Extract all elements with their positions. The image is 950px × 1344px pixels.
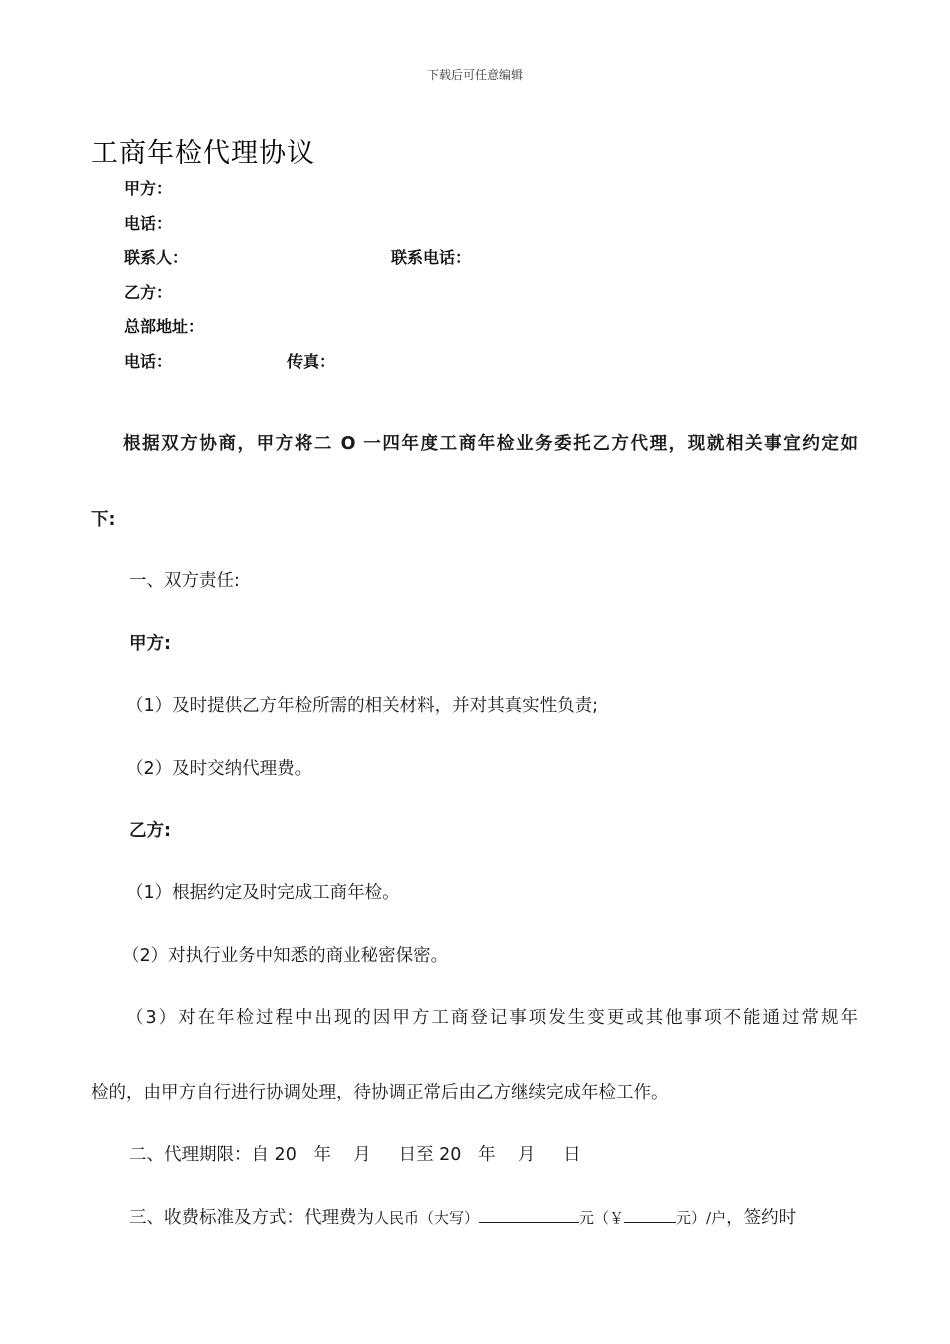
document-title: 工商年检代理协议 — [91, 138, 315, 169]
party-a-item-2: （2）及时交纳代理费。 — [126, 759, 313, 779]
contact-label: 联系人： — [124, 248, 189, 267]
yuan-per-household-label: 元）/户 — [676, 1209, 727, 1227]
section3-prefix: 三、收费标准及方式：代理费为 — [129, 1208, 374, 1228]
party-a-item-1: （1）及时提供乙方年检所需的相关材料，并对其真实性负责; — [126, 696, 599, 716]
party-b-label: 乙方： — [124, 283, 173, 302]
yuan-label: 元（￥ — [579, 1209, 625, 1227]
intro-line-2: 下: — [91, 510, 116, 530]
fax-label: 传真： — [287, 352, 336, 371]
party-a-label: 甲方： — [124, 179, 173, 198]
amount-number-blank[interactable] — [624, 1221, 676, 1223]
contact-phone-label: 联系电话： — [391, 248, 472, 267]
hq-address-label: 总部地址： — [124, 317, 205, 336]
section3-suffix: ，签约时 — [726, 1208, 797, 1228]
phone2-label: 电话： — [124, 352, 173, 371]
section2-term: 二、代理期限：自 20 年 月 日至 20 年 月 日 — [129, 1145, 581, 1165]
header-note: 下载后可任意编辑 — [426, 68, 523, 82]
party-b-item-2: （2）对执行业务中知悉的商业秘密保密。 — [122, 946, 449, 966]
section3-fee — [129, 1204, 861, 1229]
party-b-heading: 乙方: — [129, 821, 171, 841]
party-b-item-3-line-1: （3）对在年检过程中出现的因甲方工商登记事项发生变更或其他事项不能通过常规年 — [126, 1008, 858, 1028]
rmb-upper-label: 人民币（大写） — [374, 1209, 480, 1227]
phone-label: 电话： — [124, 214, 173, 233]
party-b-item-3-line-2: 检的，由甲方自行进行协调处理，待协调正常后由乙方继续完成年检工作。 — [91, 1083, 669, 1103]
intro-line-1: 根据双方协商，甲方将二 O 一四年度工商年检业务委托乙方代理，现就相关事宜约定如 — [123, 434, 858, 454]
party-a-heading: 甲方: — [129, 634, 171, 654]
party-b-item-1: （1）根据约定及时完成工商年检。 — [126, 883, 400, 903]
section1-heading: 一、双方责任: — [129, 571, 240, 591]
amount-upper-blank[interactable] — [479, 1221, 579, 1223]
